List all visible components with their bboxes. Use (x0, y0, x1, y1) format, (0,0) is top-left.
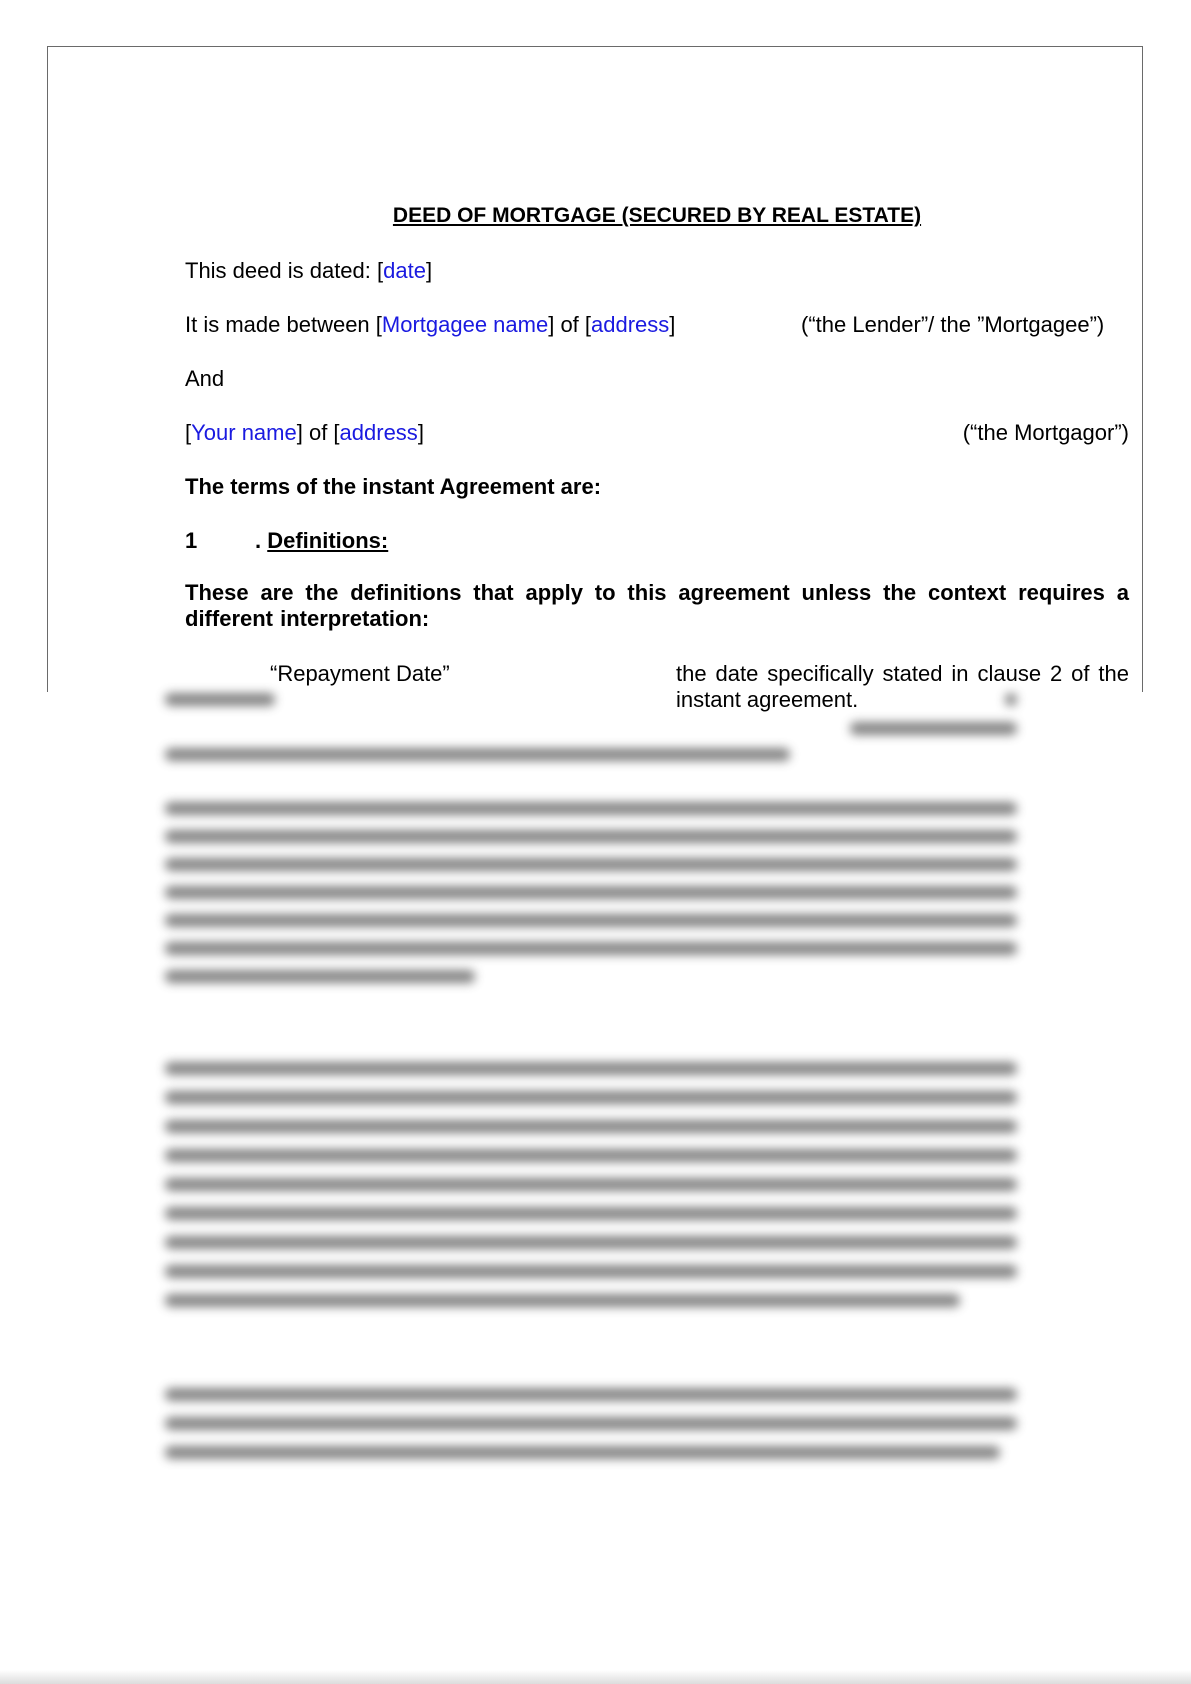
blur-line (165, 1236, 1017, 1249)
blur-line (165, 748, 790, 761)
blur-line (165, 942, 1017, 955)
blur-line (165, 1417, 1017, 1430)
close-bracket-mortgagor: ] (417, 420, 424, 445)
blur-line (165, 1062, 1017, 1075)
section-dot: . (255, 528, 268, 553)
blur-line (165, 1149, 1017, 1162)
section-label: Definitions: (267, 528, 389, 553)
definition-text: the date specifically stated in clause 2 of the instant agreement. (676, 661, 1129, 712)
blur-line (165, 886, 1017, 899)
blur-line (165, 1294, 960, 1307)
blur-line (165, 914, 1017, 927)
lender-role-label: (“the Lender”/ the ”Mortgagee”) (801, 312, 1105, 337)
section-heading-definitions (185, 528, 1129, 554)
and-line: And (185, 366, 225, 391)
your-name-placeholder: Your name (191, 420, 297, 445)
section-number: 1 (185, 528, 198, 553)
blur-line (165, 970, 475, 983)
blur-line (165, 1178, 1017, 1191)
parties-mortgagor-line (185, 420, 1129, 446)
blur-line (165, 1207, 1017, 1220)
blur-line (165, 830, 1017, 843)
blur-line (165, 1120, 1017, 1133)
blur-line (850, 722, 1017, 735)
blur-line (165, 1446, 1000, 1459)
mortgagor-address-placeholder: address (339, 420, 418, 445)
dated-prefix: This deed is dated: [ (185, 258, 384, 283)
close-bracket-lender: ] (669, 312, 676, 337)
blur-line (165, 693, 275, 706)
terms-heading: The terms of the instant Agreement are: (185, 474, 602, 499)
blur-line (165, 1265, 1017, 1278)
dated-line (185, 258, 1129, 284)
dated-suffix: ] (425, 258, 433, 283)
parties-lender-line (185, 312, 1129, 338)
open-bracket-mortgagor: [ (185, 420, 192, 445)
document-title: DEED OF MORTGAGE (SECURED BY REAL ESTATE) (392, 204, 922, 227)
date-placeholder: date (383, 258, 426, 283)
of-text-mortgagor: ] of [ (296, 420, 340, 445)
lender-address-placeholder: address (591, 312, 670, 337)
blur-line (165, 1091, 1017, 1104)
made-between-prefix: It is made between [ (185, 312, 382, 337)
blur-line (165, 858, 1017, 871)
blur-line (165, 802, 1017, 815)
blur-line (1005, 693, 1017, 706)
blurred-preview-region (160, 690, 1022, 1480)
blur-line (165, 1388, 1017, 1401)
mortgagee-name-placeholder: Mortgagee name (381, 312, 549, 337)
document-frame (47, 46, 1143, 712)
of-text-lender: ] of [ (548, 312, 592, 337)
definition-term: “Repayment Date” (270, 661, 450, 686)
definitions-intro: These are the definitions that apply to this agreement unless the context requires a different interpretation: (185, 580, 1129, 631)
page-bottom-shadow (0, 1670, 1191, 1684)
mortgagor-role-label: (“the Mortgagor”) (962, 420, 1129, 445)
